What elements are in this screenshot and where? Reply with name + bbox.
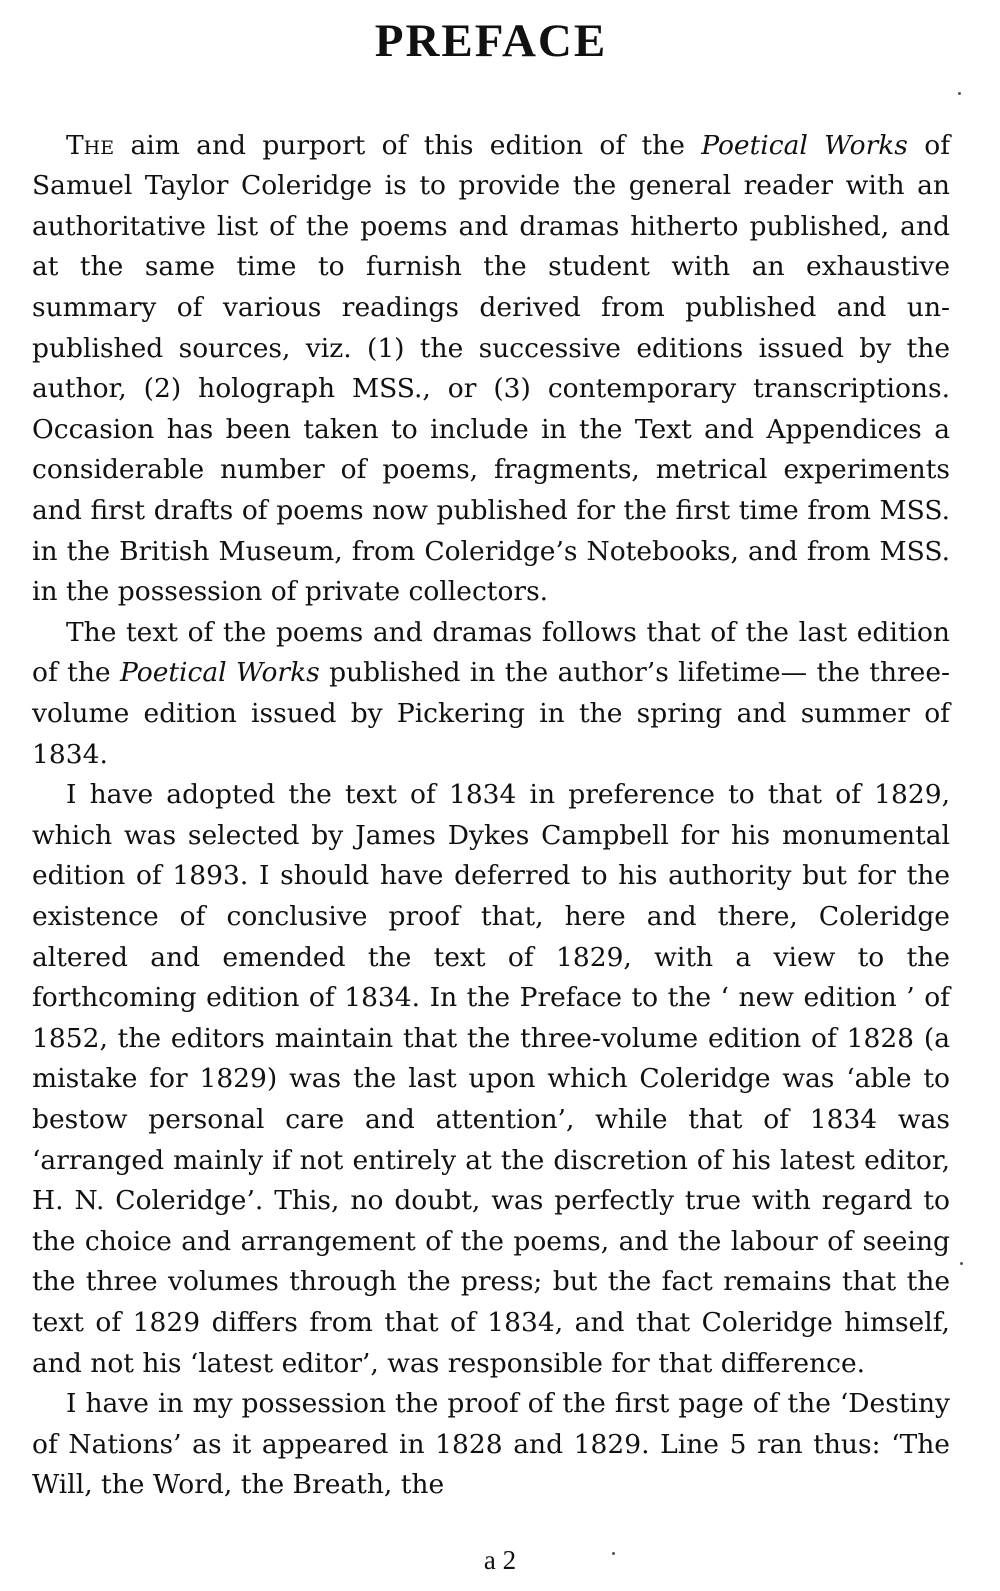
text-run: I have in my possession the proof of the first page of the ‘Destiny of Nations’ as it appeared in 1828 and 1829. Line 5 ran thus: ‘The Will, the Word, the Breath, the [32,1388,950,1501]
print-speck [612,1552,615,1555]
text-run: I have adopted the text of 1834 in preference to that of 1829, which was selected by James Dykes Campbell for his monumental edition of 1893. I should have deferred to his authority but for the existence of conclusive proof that, here and there, Coleridge altered and emended the text of 1829, with a view to the forthcoming edition of 1834. In the Preface to the ‘ new edition ’ of 1852, the editors maintain that the three-volume edition of 1828 (a mistake for 1829) was the last upon which Coleridge was ‘able to bestow personal care and attention’, while that of 1834 was ‘arranged mainly if not entirely at the discretion of his latest editor, H. N. Coleridge’. This, no doubt, was perfectly true with regard to the choice and arrangement of the poems, and the labour of seeing the three volumes through the press; but the fact remains that the text of 1829 differs from that of 1834, and that Coleridge himself, and not his ‘latest editor’, was responsible for that difference. [32,779,950,1379]
italic-title: Poetical Works [119,657,320,689]
text-run: The text of the poems and dramas follows that of the last edition of the [32,616,950,689]
paragraph [32,1384,950,1506]
page-signature: a 2 [483,1545,517,1575]
preface-text [32,126,950,1506]
text-run: of Samuel Taylor Coleridge is to provide the general reader with an authoritative list of the poems and dramas hitherto published, and at the same time to furnish the student with an exhaustive summary of various readings derived from published and unpublished sources, viz. (1) the successive editions issued by the author, (2) holograph MSS., or (3) contemporary transcriptions. Occasion has been taken to include in the Text and Appendices a considerable number of poems, fragments, metrical experiments and first drafts of poems now published for the first time from MSS. in the British Museum, from Coleridge’s Notebooks, and from MSS. in the possession of private collectors. [32,129,950,608]
text-run: published in the author’s lifetime— the three-volume edition issued by Pickering in the spring and summer of 1834. [32,657,951,770]
small-caps-opening: The [66,129,115,161]
page-body [32,12,950,1506]
page-title: PREFACE [374,15,608,67]
paragraph [32,613,950,775]
paragraph [32,775,950,1384]
print-speck [960,1262,963,1265]
text-run: aim and purport of this edition of the [114,129,702,161]
italic-title: Poetical Works [701,129,908,161]
paragraph [32,126,950,613]
print-speck [958,92,961,95]
